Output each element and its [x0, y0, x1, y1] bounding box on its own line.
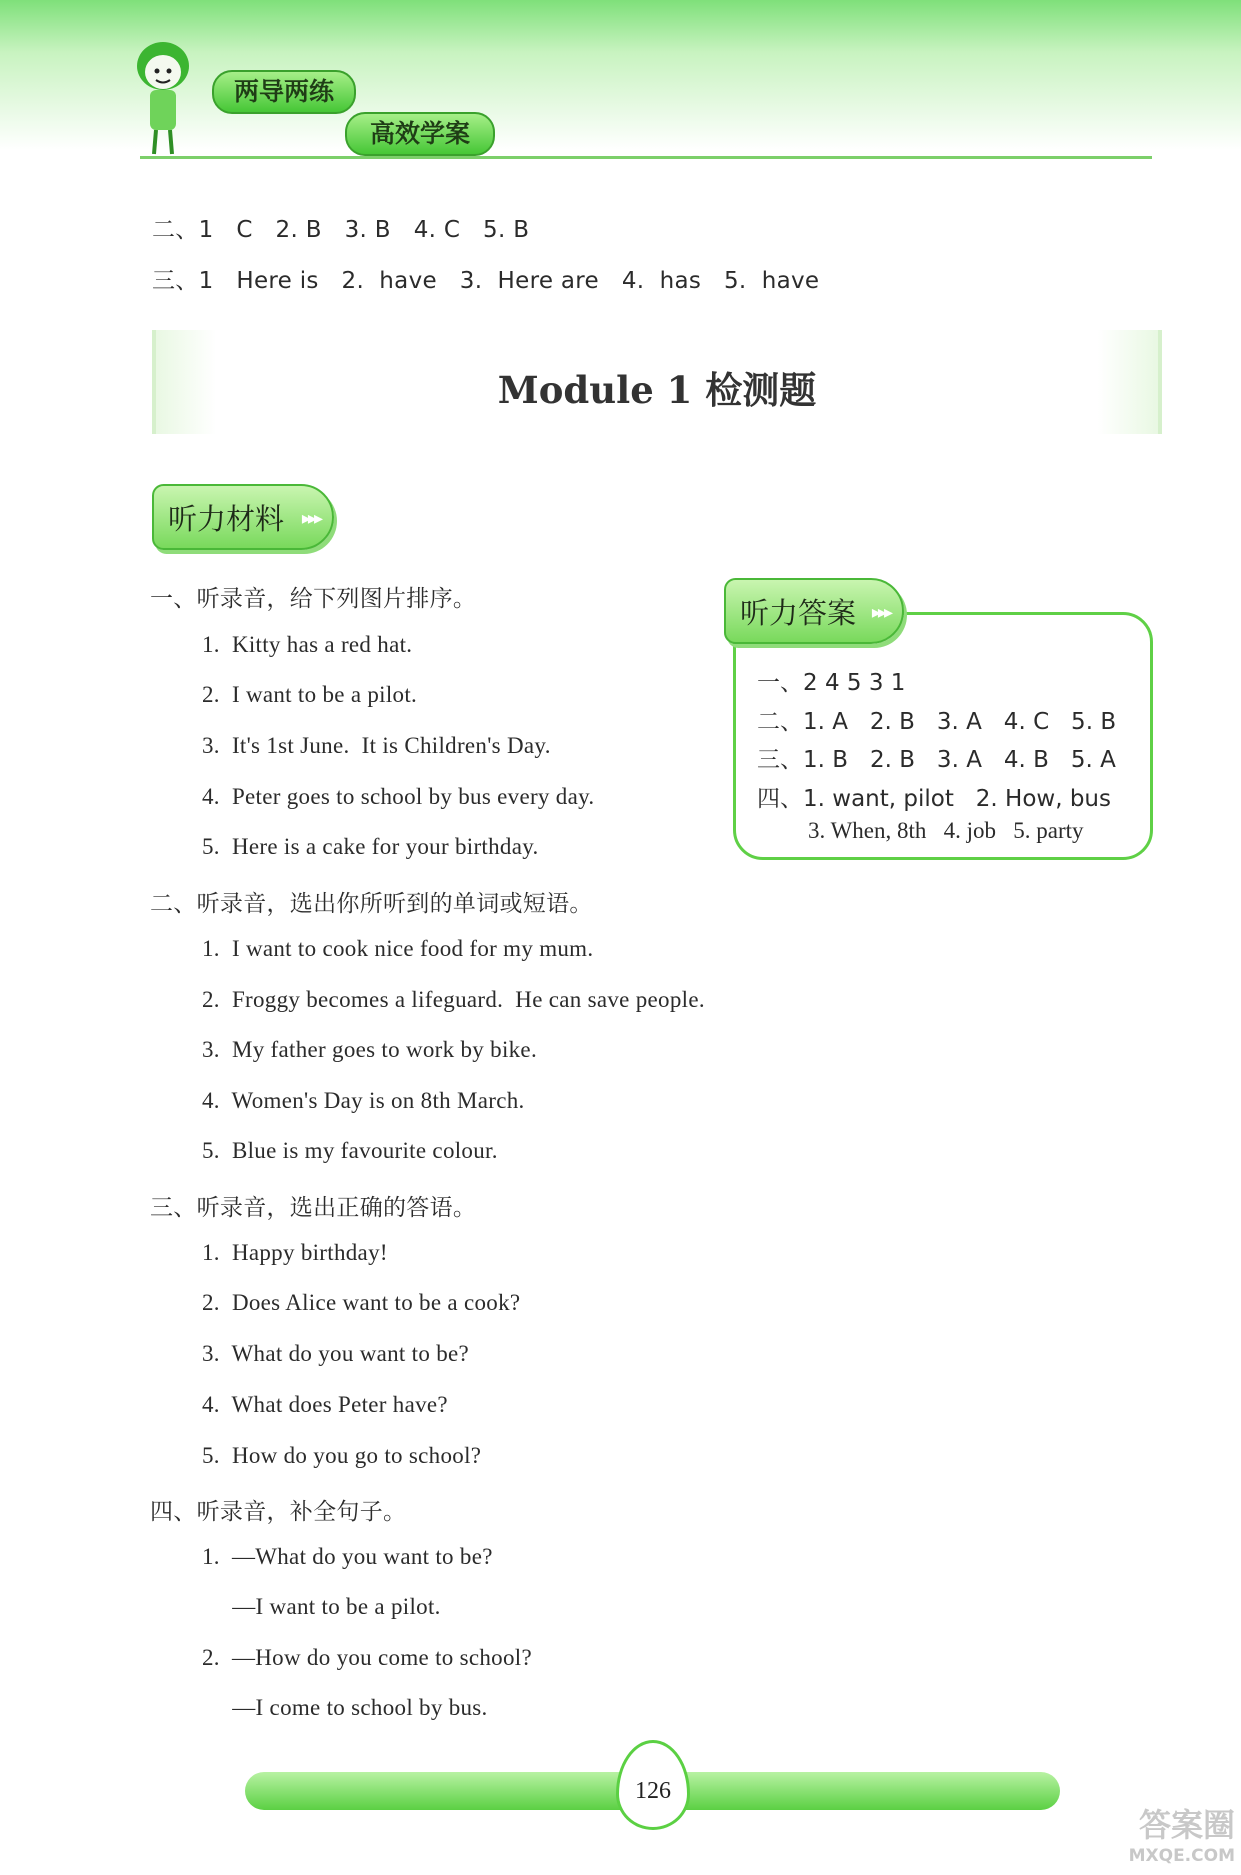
section-heading: 二、听录音，选出你所听到的单词或短语。 — [150, 891, 593, 917]
list-item: 5. Here is a cake for your birthday. — [202, 834, 539, 859]
list-item: 1. I want to cook nice food for my mum. — [202, 936, 594, 961]
arrow-icon: ▸▸▸ — [301, 508, 320, 529]
listening-answer-tag — [724, 578, 904, 644]
list-item: 2. —How do you come to school? — [202, 1645, 532, 1670]
list-item: 5. How do you go to school? — [202, 1443, 482, 1468]
list-item: 4. What does Peter have? — [202, 1392, 448, 1417]
brand-title-line2: 高效学案 — [345, 112, 495, 156]
brand-title-line1: 两导两练 — [212, 70, 356, 114]
module-title-box — [152, 330, 1162, 434]
prev-answer-section-2: 二、1 C 2. B 3. B 4. C 5. B — [152, 217, 530, 243]
answer-line: 四、1. want, pilot 2. How, bus — [757, 786, 1111, 812]
section-heading: 一、听录音，给下列图片排序。 — [150, 586, 477, 612]
answer-line: 二、1. A 2. B 3. A 4. C 5. B — [757, 709, 1117, 735]
section-heading: 四、听录音，补全句子。 — [150, 1499, 407, 1525]
list-item: —I come to school by bus. — [202, 1695, 488, 1720]
watermark — [1100, 1800, 1235, 1866]
listening-answer-label: 听力答案 — [740, 596, 857, 630]
section-heading: 三、听录音，选出正确的答语。 — [150, 1195, 477, 1221]
list-item: 2. Froggy becomes a lifeguard. He can save people. — [202, 987, 705, 1012]
list-item: 3. What do you want to be? — [202, 1341, 470, 1366]
header-divider — [140, 156, 1152, 159]
module-title: Module 1 检测题 — [497, 368, 817, 412]
listening-material-label: 听力材料 — [168, 502, 285, 536]
list-item: 1. Kitty has a red hat. — [202, 632, 413, 657]
list-item: 1. —What do you want to be? — [202, 1544, 493, 1569]
list-item: —I want to be a pilot. — [202, 1594, 441, 1619]
arrow-icon: ▸▸▸ — [871, 602, 890, 623]
answer-line: 一、2 4 5 3 1 — [757, 670, 906, 696]
answer-line: 3. When, 8th 4. job 5. party — [808, 818, 1084, 843]
prev-answer-section-3: 三、1 Here is 2. have 3. Here are 4. has 5. have — [152, 268, 820, 294]
page-number: 126 — [635, 1778, 671, 1804]
watermark-url: MXQE.COM — [1128, 1846, 1235, 1866]
list-item: 4. Peter goes to school by bus every day. — [202, 784, 595, 809]
listening-material-tag — [152, 484, 334, 550]
list-item: 1. Happy birthday! — [202, 1240, 388, 1265]
list-item: 2. Does Alice want to be a cook? — [202, 1290, 521, 1315]
list-item: 3. It's 1st June. It is Children's Day. — [202, 733, 551, 758]
watermark-logo-text: 答案圈 — [1138, 1806, 1235, 1844]
list-item: 3. My father goes to work by bike. — [202, 1037, 537, 1062]
list-item: 2. I want to be a pilot. — [202, 682, 418, 707]
list-item: 4. Women's Day is on 8th March. — [202, 1088, 525, 1113]
answer-line: 三、1. B 2. B 3. A 4. B 5. A — [757, 747, 1116, 773]
mascot-icon — [128, 38, 198, 158]
list-item: 5. Blue is my favourite colour. — [202, 1138, 498, 1163]
